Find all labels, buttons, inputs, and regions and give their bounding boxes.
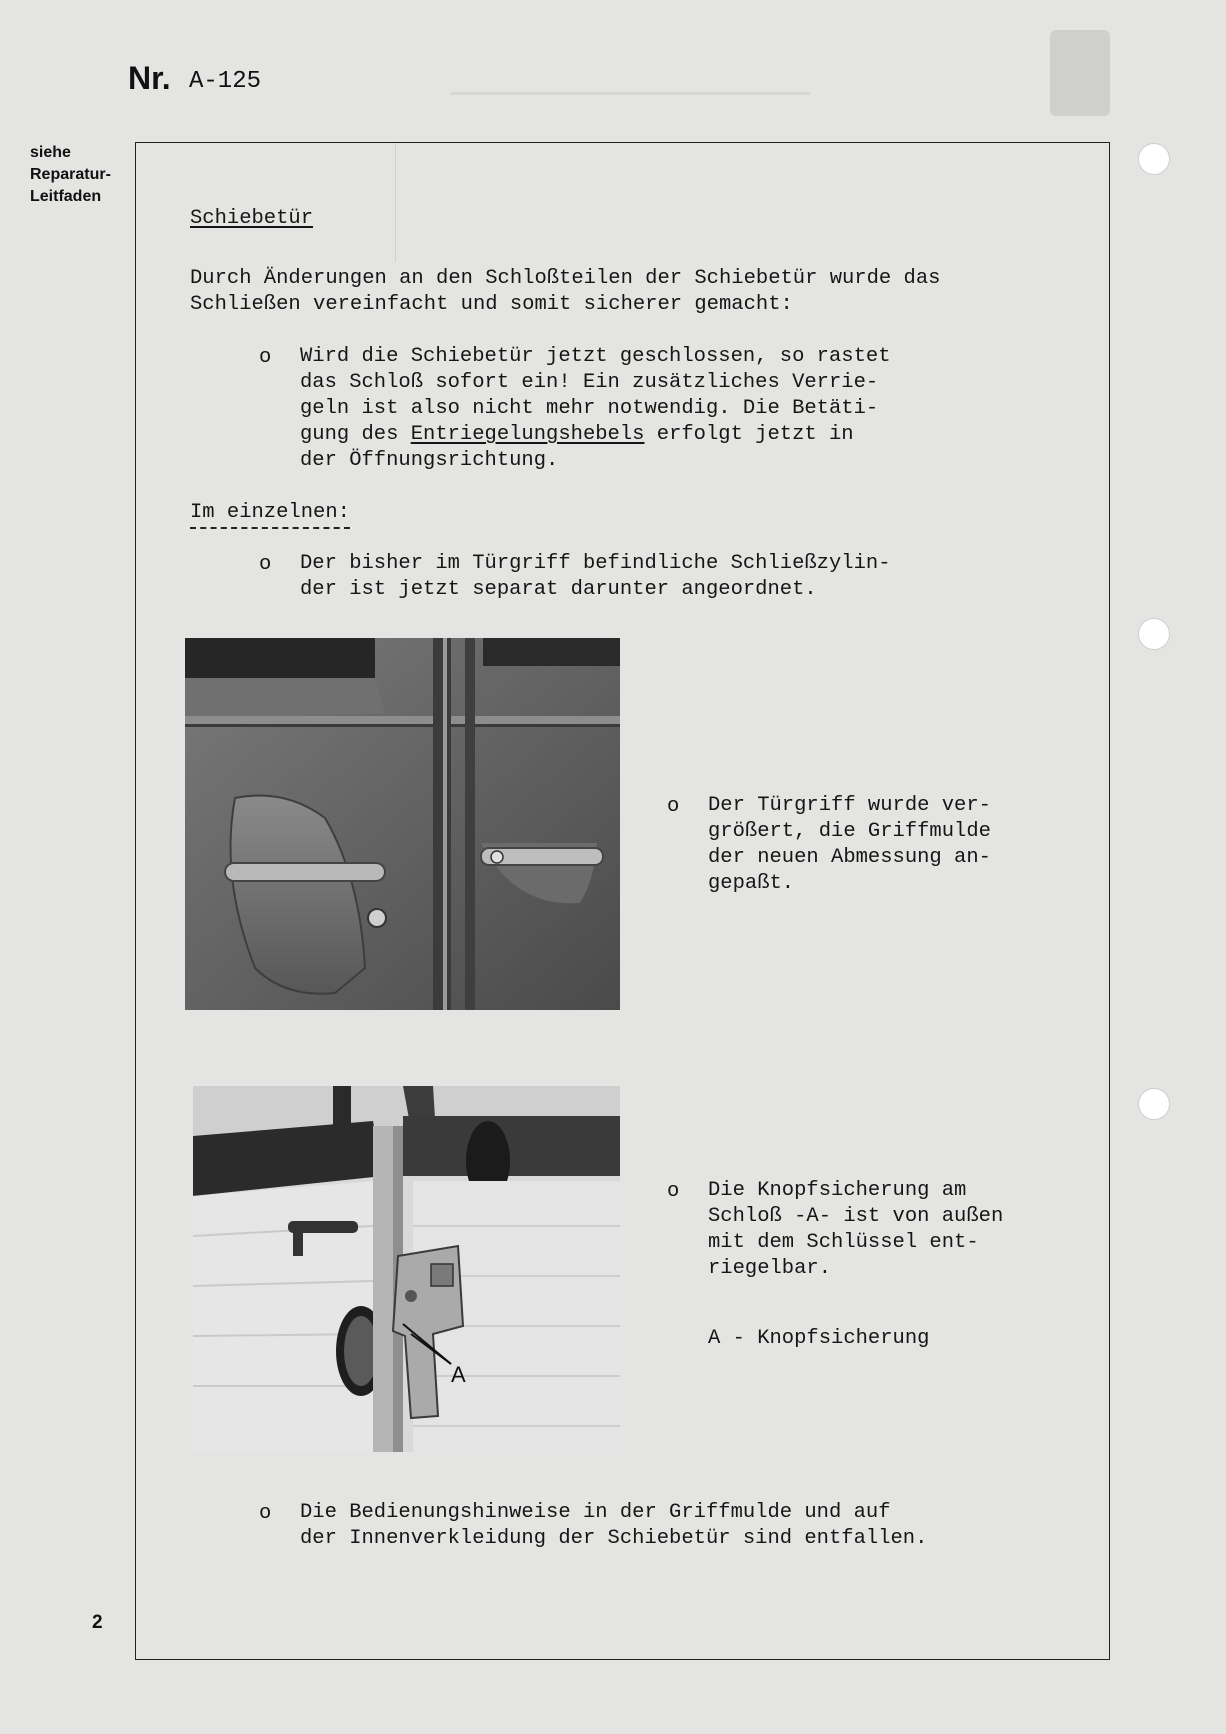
photo-caption-line: Die Knopfsicherung am [708,1179,967,1202]
photo-caption-line: mit dem Schlüssel ent- [708,1231,979,1254]
photo-legend: A - Knopfsicherung [708,1327,930,1350]
door-handle-photo [185,638,620,1010]
binder-hole [1138,618,1170,650]
text-fragment: gung des [300,423,411,446]
side-reference-line: Reparatur- [30,166,111,183]
bullet-marker: o [259,1502,272,1525]
show-through-logo [1050,30,1110,116]
side-reference-line: siehe [30,144,71,161]
bullet-text-line: der Innenverkleidung der Schiebetür sind entfallen. [300,1527,928,1550]
callout-label: A [451,1362,466,1387]
side-reference-line: Leitfaden [30,188,102,205]
subsection-title: Im einzelnen: [190,500,350,529]
document-number: A-125 [189,68,262,95]
intro-line: Schließen vereinfacht und somit sicherer gemacht: [190,293,793,316]
underlined-term: Entriegelungshebels [410,423,645,446]
bullet-text-line: Die Bedienungshinweise in der Griffmulde und auf [300,1501,891,1524]
door-lock-photo [193,1086,620,1452]
photo-caption-line: der neuen Abmessung an- [708,846,991,869]
photo-caption-line: Der Türgriff wurde ver- [708,794,991,817]
photo-caption-line: Schloß -A- ist von außen [708,1205,1004,1228]
bullet-text-line: das Schloß sofort ein! Ein zusätzliches Verrie- [300,371,879,394]
binder-hole [1138,1088,1170,1120]
page-number: 2 [92,1612,103,1633]
bullet-text-line [300,422,854,448]
bullet-text-line: der ist jetzt separat darunter angeordnet. [300,578,817,601]
photo-caption-line: riegelbar. [708,1257,832,1280]
bullet-marker: o [259,346,272,369]
bullet-text-line: Der bisher im Türgriff befindliche Schließzylin- [300,552,891,575]
bullet-text-line: der Öffnungsrichtung. [300,449,559,472]
door-lock-illustration [193,1086,620,1452]
bullet-marker: o [259,553,272,576]
photo-caption-line: gepaßt. [708,872,795,895]
side-reference-note [30,142,140,208]
door-handle-illustration [185,638,620,1010]
photo-caption-line: größert, die Griffmulde [708,820,991,843]
bullet-marker: o [667,1180,680,1203]
binder-hole [1138,143,1170,175]
bullet-text-line: geln ist also nicht mehr notwendig. Die Betäti- [300,397,879,420]
bullet-text-line: Wird die Schiebetür jetzt geschlossen, so rastet [300,345,891,368]
text-fragment: erfolgt jetzt in [644,423,854,446]
document-number-label: Nr. [128,60,171,96]
intro-line: Durch Änderungen an den Schloßteilen der Schiebetür wurde das [190,267,941,290]
section-title: Schiebetür [190,207,314,230]
bullet-marker: o [667,795,680,818]
show-through-title [450,52,810,95]
